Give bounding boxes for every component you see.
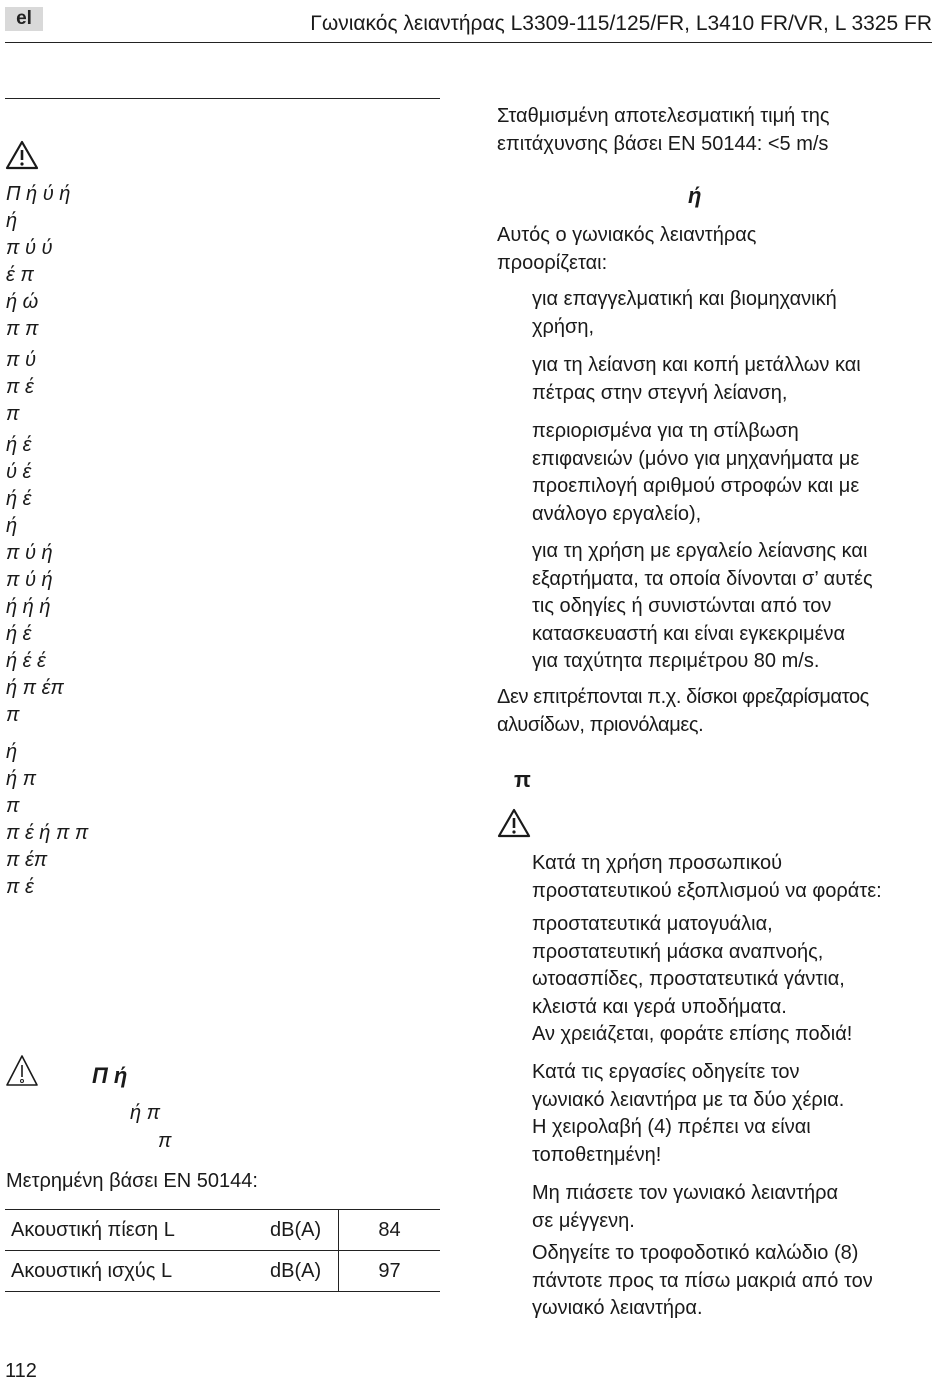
fragment-line: ή: [6, 741, 18, 763]
fragment-line: [6, 729, 88, 739]
table-cell-label: Ακουστική πίεση L: [5, 1210, 266, 1251]
use-heading: ή: [688, 183, 702, 208]
fragment-line: π: [6, 403, 20, 425]
fragment-line: π π: [6, 318, 39, 340]
text-line: για τη χρήση με εργαλείο λείανσης και: [532, 540, 868, 562]
fragment-line: ή έ έ: [6, 650, 46, 672]
table-cell-value: 84: [339, 1210, 441, 1251]
text-line: προστατευτικά ματογυάλια,: [532, 913, 773, 935]
fragment-line: ή π: [6, 768, 37, 790]
text-line: γωνιακό λειαντήρα με τα δύο χέρια.: [532, 1088, 845, 1111]
safety-item: [532, 1180, 838, 1235]
fragment-line: π ύ ή: [6, 542, 53, 564]
fragment-line: έ π: [6, 264, 34, 286]
noise-subline: π: [158, 1130, 172, 1152]
text-line: Κατά τις εργασίες οδηγείτε τον: [532, 1061, 800, 1083]
text-line: κατασκευαστή και είναι εγκεκριμένα: [532, 622, 846, 645]
text-line: τοποθετημένη!: [532, 1143, 662, 1166]
not-allowed-text: [497, 684, 869, 739]
text-line: Αν χρειάζεται, φοράτε επίσης ποδιά!: [532, 1023, 853, 1045]
text-line: Μη πιάσετε τον γωνιακό λειαντήρα: [532, 1182, 839, 1204]
fragment-line: ύ έ: [6, 461, 32, 483]
text-line: χρήση,: [532, 315, 595, 338]
text-line: Η χειρολαβή (4) πρέπει να είναι: [532, 1116, 811, 1138]
text-line: Κατά τη χρήση προσωπικού: [532, 852, 783, 874]
fragment-line: ή ώ: [6, 291, 39, 313]
fragment-line: ή έ: [6, 434, 32, 456]
left-column-divider: [5, 98, 440, 99]
use-item: [532, 352, 861, 407]
noise-heading: Π ή: [92, 1063, 128, 1088]
safety-item: [532, 911, 852, 1049]
text-line: προστατευτική μάσκα αναπνοής,: [532, 940, 824, 963]
safety-item: [532, 1240, 873, 1323]
text-line: κλειστά και γερά υποδήματα.: [532, 995, 787, 1018]
text-line: τις οδηγίες ή συνιστώνται από τον: [532, 595, 832, 617]
fragment-line: π ύ ύ: [6, 237, 53, 259]
text-line: για ταχύτητα περιμέτρου 80 m/s.: [532, 650, 820, 672]
table-cell-label: Ακουστική ισχύς L: [5, 1251, 266, 1292]
fragment-line: π: [6, 704, 20, 726]
text-line: Σταθμισμένη αποτελεσματική τιμή της: [497, 105, 830, 127]
header-divider: [5, 42, 932, 43]
text-line: περιορισμένα για τη στίλβωση: [532, 420, 799, 442]
fragment-line: ή π έπ: [6, 677, 64, 699]
fragment-line: ή έ: [6, 488, 32, 510]
text-line: για επαγγελματική και βιομηχανική: [532, 288, 837, 310]
text-line: ωτοασπίδες, προστατευτικά γάντια,: [532, 968, 845, 990]
noise-table: [5, 1209, 440, 1292]
fragment-line: ή: [6, 210, 18, 232]
text-line: σε μέγγενη.: [532, 1209, 635, 1232]
language-badge: el: [5, 7, 43, 31]
safety-item: [532, 850, 882, 905]
text-line: γωνιακό λειαντήρα.: [532, 1297, 703, 1319]
use-item: [532, 538, 873, 676]
fragment-line: π έ ή π π: [6, 822, 89, 844]
text-line: εξαρτήματα, τα οποία δίνονται σ’ αυτές: [532, 567, 873, 590]
safety-item: [532, 1059, 844, 1169]
table-cell-value: 97: [339, 1251, 441, 1292]
fragment-line: ή έ: [6, 623, 32, 645]
noise-subline: ή π: [130, 1102, 161, 1124]
fragment-line: ή: [6, 515, 18, 537]
text-line: προεπιλογή αριθμού στροφών και με: [532, 475, 860, 497]
text-line: προστατευτικού εξοπλισμού να φοράτε:: [532, 879, 882, 902]
text-line: προορίζεται:: [497, 251, 608, 274]
text-line: αλυσίδων, πριονόλαμες.: [497, 713, 704, 736]
vibration-text: [497, 103, 829, 158]
fragment-line: π έ: [6, 376, 34, 398]
fragment-line: π ύ ή: [6, 569, 53, 591]
use-intro: [497, 222, 756, 277]
warning-triangle-icon: [5, 140, 39, 170]
use-item: [532, 286, 837, 341]
fragment-line: π: [6, 795, 20, 817]
left-fragment-text: [6, 181, 88, 901]
fragment-line: π ύ: [6, 349, 36, 371]
text-line: επιφανειών (μόνο για μηχανήματα με: [532, 447, 860, 470]
text-line: Οδηγείτε το τροφοδοτικό καλώδιο (8): [532, 1242, 859, 1264]
warning-triangle-icon: [497, 808, 531, 838]
table-row: [5, 1251, 440, 1292]
page-header-title: Γωνιακός λειαντήρας L3309-115/125/FR, L3410 FR/VR, L 3325 FR: [310, 12, 932, 35]
table-cell-unit: dB(A): [266, 1251, 339, 1292]
table-row: [5, 1210, 440, 1251]
fragment-line: π έ: [6, 876, 34, 898]
table-cell-unit: dB(A): [266, 1210, 339, 1251]
text-line: Αυτός ο γωνιακός λειαντήρας: [497, 224, 757, 246]
fragment-line: π έπ: [6, 849, 48, 871]
measured-label: Μετρημένη βάσει EN 50144:: [6, 1170, 258, 1192]
hearing-warning-icon: [5, 1054, 39, 1088]
text-line: ανάλογο εργαλείο),: [532, 502, 702, 525]
text-line: πέτρας στην στεγνή λείανση,: [532, 381, 788, 404]
fragment-line: Π ή ύ ή: [6, 183, 71, 205]
text-line: για τη λείανση και κοπή μετάλλων και: [532, 354, 861, 376]
text-line: πάντοτε προς τα πίσω μακριά από τον: [532, 1269, 873, 1292]
safety-heading: π: [514, 767, 531, 792]
text-line: Δεν επιτρέπονται π.χ. δίσκοι φρεζαρίσματος: [497, 686, 869, 708]
text-line: επιτάχυνσης βάσει EN 50144: <5 m/s: [497, 132, 829, 155]
fragment-line: ή ή ή: [6, 596, 51, 618]
page-number: 112: [5, 1360, 37, 1382]
use-item: [532, 418, 859, 528]
